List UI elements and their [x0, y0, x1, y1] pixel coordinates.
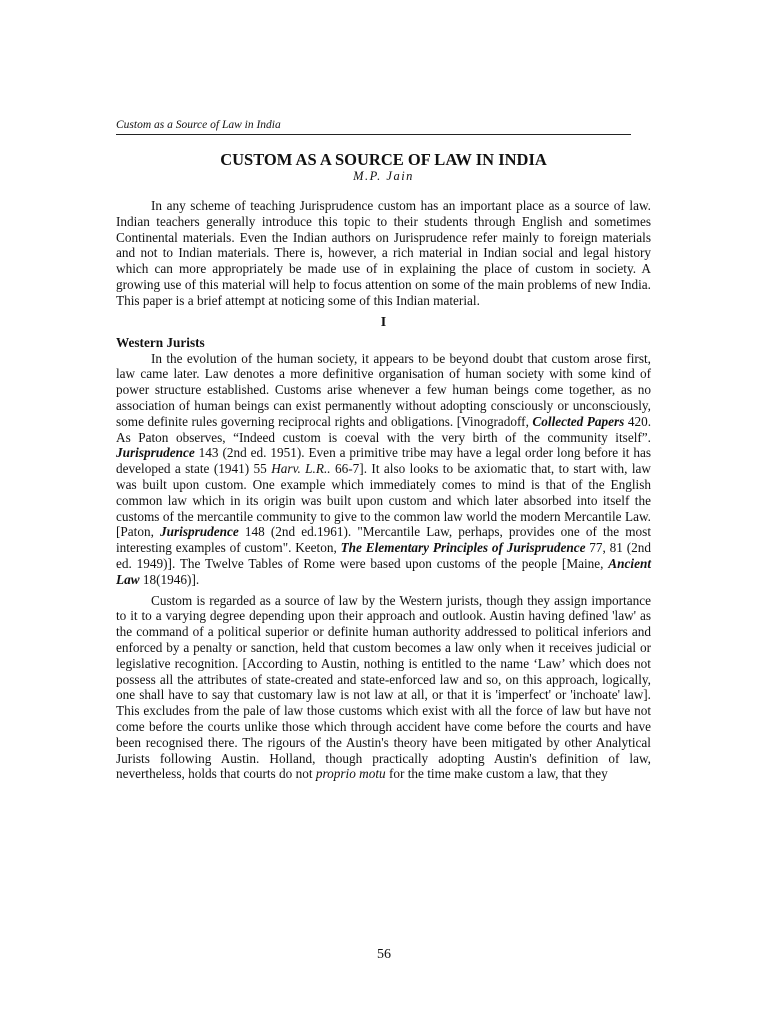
citation-title: The Elementary Principles of Jurisprudence — [340, 540, 586, 556]
citation-title: Collected Papers — [532, 413, 625, 429]
text-run: 143 (2nd ed. 1951). Even a primitive tribe may have a legal order long before it has developed a state (1941) 55 — [116, 445, 651, 477]
text-run: Custom is regarded as a source of law by the Western jurists, though they assign importance to it to a varying degree depending upon their approach and outlook. Austin having defined 'law' as the command of a political superior or definite human authority addressed to political inferiors and enforced by a penalty or sanction, held that custom becomes a law only when it receives judicial or legislative recognition. [According to Austin, nothing is entitled to the name ‘Law’ which does not possess all the attributes of state-created and state-enforced law and so, on this approach, logically, one shall have to say that customary law is not law at all, or that it is 'imperfect' or 'inchoate' law]. This excludes from the pale of law those customs which exist with all the force of law but have not come before the courts unlike those which through accident have come before the courts and have been recognised there. The rigours of the Austin's theory have been mitigated by other Analytical Jurists following Austin. Holland, though practically adopting Austin's definition of law, nevertheless, holds that courts do not — [116, 592, 651, 782]
text-run: 148 (2nd ed.1961). "Mercantile Law, perhaps, provides one of the most interesting examples of custom". Keeton, — [116, 524, 651, 556]
text-run: 77, 81 (2nd ed. 1949)]. The Twelve Tables of Rome were based upon customs of the people [Maine, — [116, 540, 651, 571]
article-author: M.P. Jain — [353, 169, 414, 183]
intro-paragraph: In any scheme of teaching Jurisprudence custom has an important place as a source of law. Indian teachers generally introduce this topic to their students through English and sometimes Continental materials. Even the Indian authors on Jurisprudence refer mainly to foreign materials and not to Indian materials. There is, however, a rich material in Indian social and legal history which can more appropriately be made use of in explaining the place of custom in society. A growing use of this material will help to focus attention on some of the main problems of new India. This paper is a brief attempt at noticing some of this Indian material. — [116, 198, 651, 308]
text-run: for the time make custom a law, that they — [385, 766, 608, 782]
text-run: 420. As Paton observes, “Indeed custom is coeval with the very birth of the community itself”. — [116, 413, 652, 445]
citation-title: Jurisprudence — [116, 445, 195, 461]
paragraph-western-jurists-1 — [116, 351, 651, 588]
running-header: Custom as a Source of Law in India — [116, 118, 631, 135]
text-run: 18(1946)]. — [139, 571, 200, 587]
section-numeral: I — [380, 314, 387, 330]
section-heading: Western Jurists — [116, 334, 205, 350]
article-title: CUSTOM AS A SOURCE OF LAW IN INDIA — [220, 150, 547, 169]
page-number: 56 — [377, 947, 391, 962]
paragraph-western-jurists-2 — [116, 593, 651, 783]
latin-phrase: proprio motu — [315, 766, 386, 782]
article-body — [116, 198, 651, 782]
title-block — [116, 150, 651, 184]
text-run: 66-7]. It also looks to be axiomatic that, to start with, law was built upon custom. One example which immediately comes to mind is that of the English common law which in its origin was built upon custom and which later absorbed into itself the customs of the mercantile community to give to the common law world the modern Mercantile Law. [Paton, — [116, 461, 651, 540]
citation-title: Harv. L.R.. — [271, 461, 331, 477]
citation-title: Jurisprudence — [160, 524, 239, 540]
text-run: In the evolution of the human society, it appears to be beyond doubt that custom arose first, law came later. Law denotes a more definitive organisation of human society with some kind of power structure established. Customs arise whenever a few human beings come together, as no association of human beings can exist permanently without adopting consciously or unconsciously, some definite rules governing reciprocal rights and obligations. [Vinogradoff, — [116, 350, 651, 429]
citation-title: Ancient Law — [116, 555, 651, 587]
